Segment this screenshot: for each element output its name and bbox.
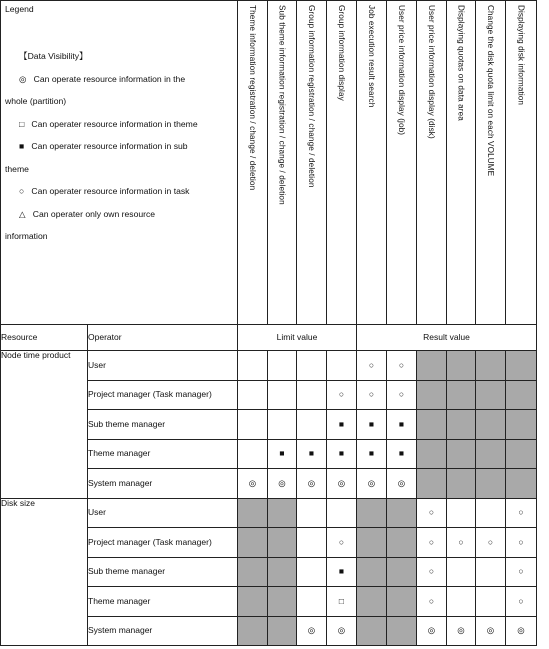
result-value-header: Result value [357, 325, 537, 351]
limit-value-header: Limit value [238, 325, 357, 351]
empty-cell [447, 498, 476, 528]
shaded-cell [387, 587, 417, 617]
permission-mark: ■ [387, 439, 417, 469]
shaded-cell [476, 410, 506, 440]
legend-symbol: ■ [19, 141, 25, 152]
permission-mark: ◎ [297, 469, 327, 499]
column-header-label: Displaying quotas on data area [456, 5, 466, 121]
shaded-cell [506, 351, 537, 381]
shaded-cell [268, 528, 297, 558]
permission-mark: ◎ [357, 469, 387, 499]
legend-item [5, 75, 233, 84]
table-row [1, 498, 537, 528]
empty-cell [297, 410, 327, 440]
shaded-cell [447, 410, 476, 440]
legend-text-cont: whole (partition) [5, 96, 67, 107]
permission-mark: ○ [506, 528, 537, 558]
column-header [387, 1, 417, 325]
permission-mark: ◎ [476, 616, 506, 646]
empty-cell [268, 380, 297, 410]
permission-mark: ■ [357, 410, 387, 440]
legend-symbol: △ [19, 208, 26, 219]
legend-item [5, 120, 233, 129]
legend-text: Can operate resource information in the [33, 73, 186, 84]
permission-mark: ○ [417, 528, 447, 558]
permission-mark: ◎ [387, 469, 417, 499]
permission-mark: ○ [417, 557, 447, 587]
column-header-label: Displaying disk information [516, 5, 526, 106]
permission-mark: ◎ [268, 469, 297, 499]
empty-cell [327, 351, 357, 381]
shaded-cell [476, 469, 506, 499]
shaded-cell [387, 498, 417, 528]
empty-cell [447, 587, 476, 617]
shaded-cell [506, 469, 537, 499]
permission-mark: ■ [357, 439, 387, 469]
permission-mark: ○ [506, 557, 537, 587]
shaded-cell [238, 616, 268, 646]
operator-label: System manager [88, 616, 238, 646]
operator-header: Operator [88, 325, 238, 351]
empty-cell [238, 439, 268, 469]
permission-mark: ■ [327, 410, 357, 440]
legend-symbol: □ [19, 118, 25, 129]
permission-mark: ○ [327, 528, 357, 558]
permission-mark: ○ [506, 587, 537, 617]
shaded-cell [476, 380, 506, 410]
empty-cell [447, 557, 476, 587]
permission-mark: ○ [417, 498, 447, 528]
shaded-cell [238, 528, 268, 558]
empty-cell [268, 410, 297, 440]
resource-header: Resource [1, 325, 88, 351]
empty-cell [238, 380, 268, 410]
operator-label: Project manager (Task manager) [88, 380, 238, 410]
column-header [238, 1, 268, 325]
column-header-label: Sub theme information registration / change / deletion [277, 5, 287, 205]
shaded-cell [238, 498, 268, 528]
column-header [506, 1, 537, 325]
shaded-cell [417, 410, 447, 440]
shaded-cell [387, 616, 417, 646]
permission-mark: ■ [327, 557, 357, 587]
empty-cell [297, 587, 327, 617]
empty-cell [476, 557, 506, 587]
shaded-cell [268, 616, 297, 646]
operator-label: Sub theme manager [88, 410, 238, 440]
permission-mark: ◎ [327, 469, 357, 499]
column-header-label: Theme information registration / change / deletion [248, 5, 257, 191]
column-header [447, 1, 476, 325]
column-header-row [1, 1, 537, 325]
legend-symbol: ○ [19, 186, 25, 197]
shaded-cell [387, 557, 417, 587]
shaded-cell [387, 528, 417, 558]
permission-mark: ■ [297, 439, 327, 469]
shaded-cell [476, 439, 506, 469]
operator-label: System manager [88, 469, 238, 499]
column-header [417, 1, 447, 325]
operator-label: Theme manager [88, 439, 238, 469]
permission-mark: ○ [506, 498, 537, 528]
legend-item [5, 210, 233, 219]
operator-label: Sub theme manager [88, 557, 238, 587]
permission-mark: ○ [447, 528, 476, 558]
shaded-cell [357, 498, 387, 528]
permission-mark: ■ [387, 410, 417, 440]
permission-mark: ○ [387, 380, 417, 410]
empty-cell [297, 557, 327, 587]
empty-cell [297, 498, 327, 528]
shaded-cell [357, 557, 387, 587]
column-header-label: Change the disk quota limit on each VOLUME [486, 5, 495, 177]
legend-title: Legend [5, 4, 34, 14]
empty-cell [476, 498, 506, 528]
permission-mark: ○ [476, 528, 506, 558]
section-header-row [1, 325, 537, 351]
shaded-cell [268, 587, 297, 617]
shaded-cell [357, 587, 387, 617]
legend-text: Can operater resource information in task [31, 186, 190, 197]
shaded-cell [447, 351, 476, 381]
shaded-cell [417, 469, 447, 499]
shaded-cell [506, 410, 537, 440]
shaded-cell [268, 557, 297, 587]
shaded-cell [238, 587, 268, 617]
legend-symbol: ◎ [19, 73, 27, 84]
operator-label: User [88, 498, 238, 528]
permission-mark: ○ [387, 351, 417, 381]
permission-mark: ○ [327, 380, 357, 410]
shaded-cell [357, 616, 387, 646]
empty-cell [476, 587, 506, 617]
legend-text-cont: theme [5, 163, 29, 174]
empty-cell [238, 351, 268, 381]
empty-cell [297, 380, 327, 410]
operator-label: User [88, 351, 238, 381]
shaded-cell [476, 351, 506, 381]
empty-cell [297, 528, 327, 558]
column-header [268, 1, 297, 325]
permission-mark: ◎ [297, 616, 327, 646]
legend-text-cont: information [5, 231, 48, 242]
column-header-label: Group information registration / change / deletion [307, 5, 316, 188]
legend-cell [1, 1, 238, 325]
table-row [1, 351, 537, 381]
column-header-label: User price information display (job) [397, 5, 406, 136]
shaded-cell [417, 380, 447, 410]
legend-text: Can operater only own resource [32, 208, 156, 219]
resource-label: Node time product [1, 351, 88, 499]
permission-mark: ■ [327, 439, 357, 469]
permission-mark: ◎ [447, 616, 476, 646]
permission-mark: ◎ [327, 616, 357, 646]
shaded-cell [268, 498, 297, 528]
operator-label: Theme manager [88, 587, 238, 617]
permission-mark: ○ [357, 351, 387, 381]
legend-category: 【Data Visibility】 [19, 51, 88, 62]
empty-cell [238, 410, 268, 440]
empty-cell [268, 351, 297, 381]
permission-mark: ■ [268, 439, 297, 469]
permission-mark: ○ [417, 587, 447, 617]
resource-label: Disk size [1, 498, 88, 646]
shaded-cell [447, 439, 476, 469]
legend-item [5, 187, 233, 196]
column-header [297, 1, 327, 325]
column-header-label: Job execution result search [367, 5, 376, 108]
column-header-label: Group information display [337, 5, 346, 101]
legend-text: Can operater resource information in sub [31, 141, 188, 152]
legend-item [5, 142, 233, 151]
permission-mark: ◎ [238, 469, 268, 499]
column-header [476, 1, 506, 325]
permission-mark: ○ [357, 380, 387, 410]
shaded-cell [417, 351, 447, 381]
shaded-cell [357, 528, 387, 558]
shaded-cell [447, 380, 476, 410]
permission-mark: ◎ [506, 616, 537, 646]
shaded-cell [506, 380, 537, 410]
empty-cell [297, 351, 327, 381]
legend-text: Can operater resource information in theme [31, 118, 198, 129]
operator-label: Project manager (Task manager) [88, 528, 238, 558]
column-header [327, 1, 357, 325]
shaded-cell [506, 439, 537, 469]
shaded-cell [238, 557, 268, 587]
permission-mark: □ [327, 587, 357, 617]
permission-mark: ◎ [417, 616, 447, 646]
shaded-cell [447, 469, 476, 499]
column-header [357, 1, 387, 325]
column-header-label: User price information display (disk) [427, 5, 436, 139]
shaded-cell [417, 439, 447, 469]
empty-cell [327, 498, 357, 528]
